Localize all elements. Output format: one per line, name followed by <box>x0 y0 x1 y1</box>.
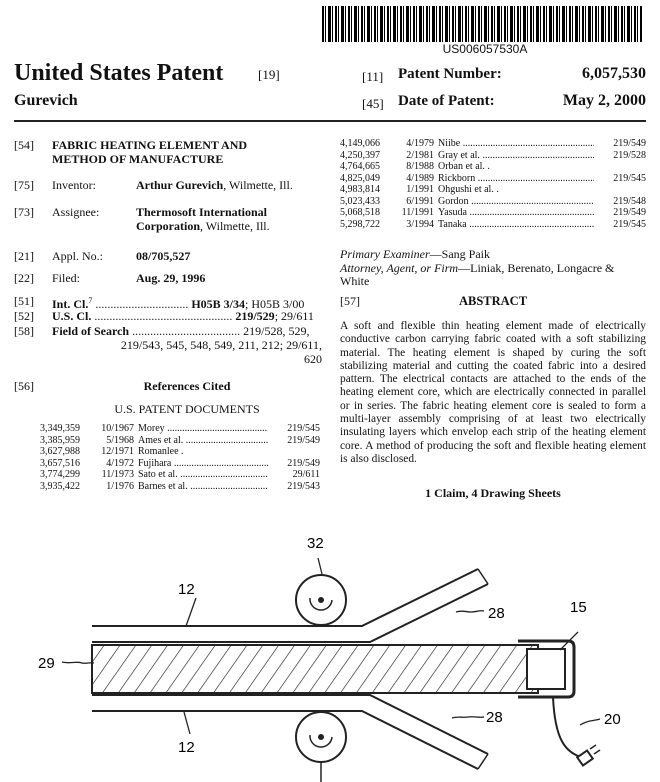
label-29: 29 <box>38 655 55 672</box>
reference-name: Romanlee . <box>138 446 184 457</box>
reference-date: 12/1971 <box>101 446 134 457</box>
reference-class <box>594 161 646 173</box>
field-22-label: Filed: <box>52 271 81 285</box>
patent-date: May 2, 2000 <box>562 92 646 109</box>
abstract-text: A soft and flexible thin heating element made of electrically conductive carbon carrying fabric coated with a soft stabilizing material. The heating element is shaped by curing the soft stabilizing material and cutting the coated fabric into a desired pattern. The electrical contacts are attached to the ends of the heating element core, which are electrically connected in parallel or in series. The fabric heating element core is sealed to form a multi-layer assembly comprising of at least two electrically insulating layers which envelop each strip of the heating element core. A method of producing the soft and flexible heating element is also disclosed. <box>340 320 646 465</box>
reference-row <box>340 173 646 185</box>
field-of-search-dots: .................................... <box>129 324 241 338</box>
reference-number: 5,023,433 <box>340 195 380 207</box>
field-22-code: [22] <box>14 271 34 285</box>
reference-date: 1/1976 <box>106 480 134 492</box>
patent-number-code: [11] <box>362 69 384 84</box>
reference-class <box>268 446 320 458</box>
inventor-location: , Wilmette, Ill. <box>223 178 293 192</box>
label-12-bottom: 12 <box>178 739 195 756</box>
reference-date: 8/1988 <box>406 161 434 172</box>
reference-row <box>340 207 646 219</box>
us-cl-main: 219/529 <box>235 309 275 323</box>
reference-date: 4/1972 <box>106 457 134 469</box>
int-cl-main: H05B 3/34 <box>191 297 246 311</box>
reference-number: 3,349,359 <box>40 423 80 434</box>
reference-class: 219/549 <box>287 457 320 469</box>
us-cl-label: U.S. Cl. <box>52 309 92 323</box>
reference-class: 219/549 <box>613 207 646 218</box>
reference-row <box>40 446 320 458</box>
reference-number: 3,657,516 <box>40 457 80 469</box>
reference-name: Ohgushi et al. . <box>438 184 499 195</box>
reference-number: 4,825,049 <box>340 172 380 184</box>
reference-number: 3,935,422 <box>40 480 80 492</box>
reference-date: 4/1979 <box>406 138 434 149</box>
field-58-code: [58] <box>14 324 34 338</box>
reference-date: 10/1967 <box>101 423 134 434</box>
reference-class: 219/545 <box>613 218 646 230</box>
label-15: 15 <box>570 599 587 616</box>
reference-number: 4,149,066 <box>340 138 380 149</box>
field-of-search-line <box>52 324 322 338</box>
reference-date: 11/1973 <box>101 469 134 480</box>
leader-29 <box>62 662 94 663</box>
int-cl-dots: ............................... <box>92 297 189 311</box>
label-12-top: 12 <box>178 581 195 598</box>
field-of-search-line1: 219/528, 529, <box>243 324 310 338</box>
reference-name: Gray et al. ..... <box>438 150 594 162</box>
reference-row <box>340 219 646 231</box>
field-73-label: Assignee: <box>52 205 100 219</box>
assignee-line1: Thermosoft International <box>136 205 267 219</box>
reference-row <box>40 435 320 447</box>
reference-number: 4,250,397 <box>340 149 380 161</box>
leader-28-top <box>456 611 484 612</box>
reference-row <box>340 184 646 196</box>
label-28-bottom: 28 <box>486 709 503 726</box>
field-73-code: [73] <box>14 205 34 219</box>
us-cl-line <box>52 309 322 323</box>
reference-number: 3,385,959 <box>40 434 80 446</box>
label-28-top: 28 <box>488 605 505 622</box>
examiner-block <box>340 248 646 289</box>
reference-class: 219/548 <box>613 195 646 207</box>
us-patent-documents-title: U.S. PATENT DOCUMENTS <box>114 402 260 416</box>
reference-row <box>340 196 646 208</box>
roller-bottom <box>296 712 346 782</box>
reference-date: 3/1994 <box>406 218 434 230</box>
top-insulating-sheet <box>92 569 488 642</box>
abstract-code: [57] <box>340 294 360 308</box>
claims-sheets: 1 Claim, 4 Drawing Sheets <box>425 486 561 500</box>
reference-name: Gordon ..... <box>438 196 594 208</box>
reference-name: Rickborn ..... <box>438 173 594 185</box>
reference-row <box>40 423 320 435</box>
abstract-title: ABSTRACT <box>458 294 528 308</box>
reference-name: Ames et al. ..... <box>138 435 268 447</box>
references-cited-title: References Cited <box>143 379 231 393</box>
roller-top <box>296 575 346 625</box>
field-56-code: [56] <box>14 379 34 393</box>
title-code: [19] <box>258 67 280 82</box>
reference-class: 219/528 <box>613 149 646 161</box>
references-right-list <box>340 138 646 230</box>
reference-class: 219/545 <box>613 172 646 184</box>
int-cl-sup: 7 <box>88 296 93 305</box>
date-label: Date of Patent: <box>398 93 495 109</box>
reference-name: Tanaka ..... <box>438 219 594 231</box>
patent-number-label: Patent Number: <box>398 66 502 82</box>
reference-row <box>340 161 646 173</box>
inventor-name: Arthur Gurevich <box>136 178 224 192</box>
reference-class: 219/549 <box>287 434 320 446</box>
reference-number: 3,627,988 <box>40 446 80 457</box>
field-of-search-line2: 219/543, 545, 548, 549, 211, 212; 29/611, <box>120 338 322 352</box>
filed-date: Aug. 29, 1996 <box>136 271 206 285</box>
reference-row <box>40 481 320 493</box>
reference-class <box>594 184 646 196</box>
int-cl-rest: ; H05B 3/00 <box>245 297 305 311</box>
reference-number: 4,764,665 <box>340 161 380 172</box>
field-of-search-line3: 620 <box>304 352 322 366</box>
label-20: 20 <box>604 711 621 728</box>
assignee-line2 <box>136 219 270 233</box>
primary-examiner-label: Primary Examiner <box>340 247 430 261</box>
reference-name: Yasuda ..... <box>438 207 594 219</box>
field-52-code: [52] <box>14 309 34 323</box>
field-75-value <box>136 178 293 192</box>
leader-20 <box>580 719 600 725</box>
patent-number: 6,057,530 <box>582 65 646 82</box>
primary-examiner <box>340 248 646 262</box>
reference-number: 4,983,814 <box>340 184 380 195</box>
reference-name: Niibe ..... <box>438 138 594 150</box>
leader-28-bottom <box>452 717 484 718</box>
bottom-insulating-sheet <box>92 695 488 769</box>
document-title: United States Patent <box>14 60 224 86</box>
wire <box>553 697 583 758</box>
plug-icon <box>577 745 600 766</box>
reference-class: 219/549 <box>613 138 646 149</box>
field-21-label: Appl. No.: <box>52 249 103 263</box>
reference-number: 3,774,299 <box>40 469 80 480</box>
int-cl-label: Int. Cl. <box>52 297 89 311</box>
reference-name: Barnes et al. ..... <box>138 481 268 493</box>
reference-number: 5,298,722 <box>340 218 380 230</box>
field-75-label: Inventor: <box>52 178 96 192</box>
header-rule <box>14 120 646 122</box>
reference-date: 2/1981 <box>406 149 434 161</box>
reference-class: 29/611 <box>292 469 320 480</box>
us-cl-dots: .............................................. <box>91 309 233 323</box>
field-of-search-label: Field of Search <box>52 324 130 338</box>
attorney <box>340 262 646 276</box>
leader-12-bottom <box>184 712 190 734</box>
reference-row <box>340 138 646 150</box>
label-32: 32 <box>307 535 324 552</box>
reference-class: 219/543 <box>287 480 320 492</box>
reference-row <box>340 150 646 162</box>
leader-12-top <box>186 598 196 626</box>
primary-examiner-name: —Sang Paik <box>429 247 490 261</box>
reference-date: 6/1991 <box>406 195 434 207</box>
field-21-code: [21] <box>14 249 34 263</box>
patent-drawing <box>0 520 660 782</box>
assignee-corp: Corporation <box>136 219 200 233</box>
field-54-title-line1: FABRIC HEATING ELEMENT AND <box>52 138 248 152</box>
field-54-code: [54] <box>14 138 34 152</box>
leader-32 <box>318 558 322 574</box>
date-code: [45] <box>362 96 384 111</box>
reference-date: 4/1989 <box>406 172 434 184</box>
reference-name: Morey ..... <box>138 423 268 435</box>
reference-row <box>40 458 320 470</box>
reference-date: 1/1991 <box>406 184 434 195</box>
field-54-title-line2: METHOD OF MANUFACTURE <box>52 152 224 166</box>
inventor-surname: Gurevich <box>14 92 78 109</box>
attorney-line2: White <box>340 274 370 288</box>
field-75-code: [75] <box>14 178 34 192</box>
field-51-code: [51] <box>14 294 34 308</box>
assignee-location: , Wilmette, Ill. <box>200 219 270 233</box>
attorney-line1: —Liniak, Berenato, Longacre & <box>458 260 615 275</box>
reference-name: Sato et al. ..... <box>138 469 268 481</box>
attorney-label: Attorney, Agent, or Firm <box>340 260 459 275</box>
appl-no: 08/705,527 <box>136 249 191 263</box>
reference-name: Orban et al. . <box>438 161 490 172</box>
reference-number: 5,068,518 <box>340 207 380 218</box>
contact-inner <box>527 649 565 689</box>
reference-name: Fujihara ..... <box>138 458 268 470</box>
barcode <box>322 6 642 42</box>
references-left-list <box>40 423 320 492</box>
reference-date: 5/1968 <box>106 434 134 446</box>
reference-date: 11/1991 <box>401 207 434 218</box>
barcode-number: US006057530A <box>442 42 528 56</box>
reference-class: 219/545 <box>287 423 320 434</box>
us-cl-rest: ; 29/611 <box>274 309 314 323</box>
heating-core <box>92 645 538 693</box>
reference-row <box>40 469 320 481</box>
